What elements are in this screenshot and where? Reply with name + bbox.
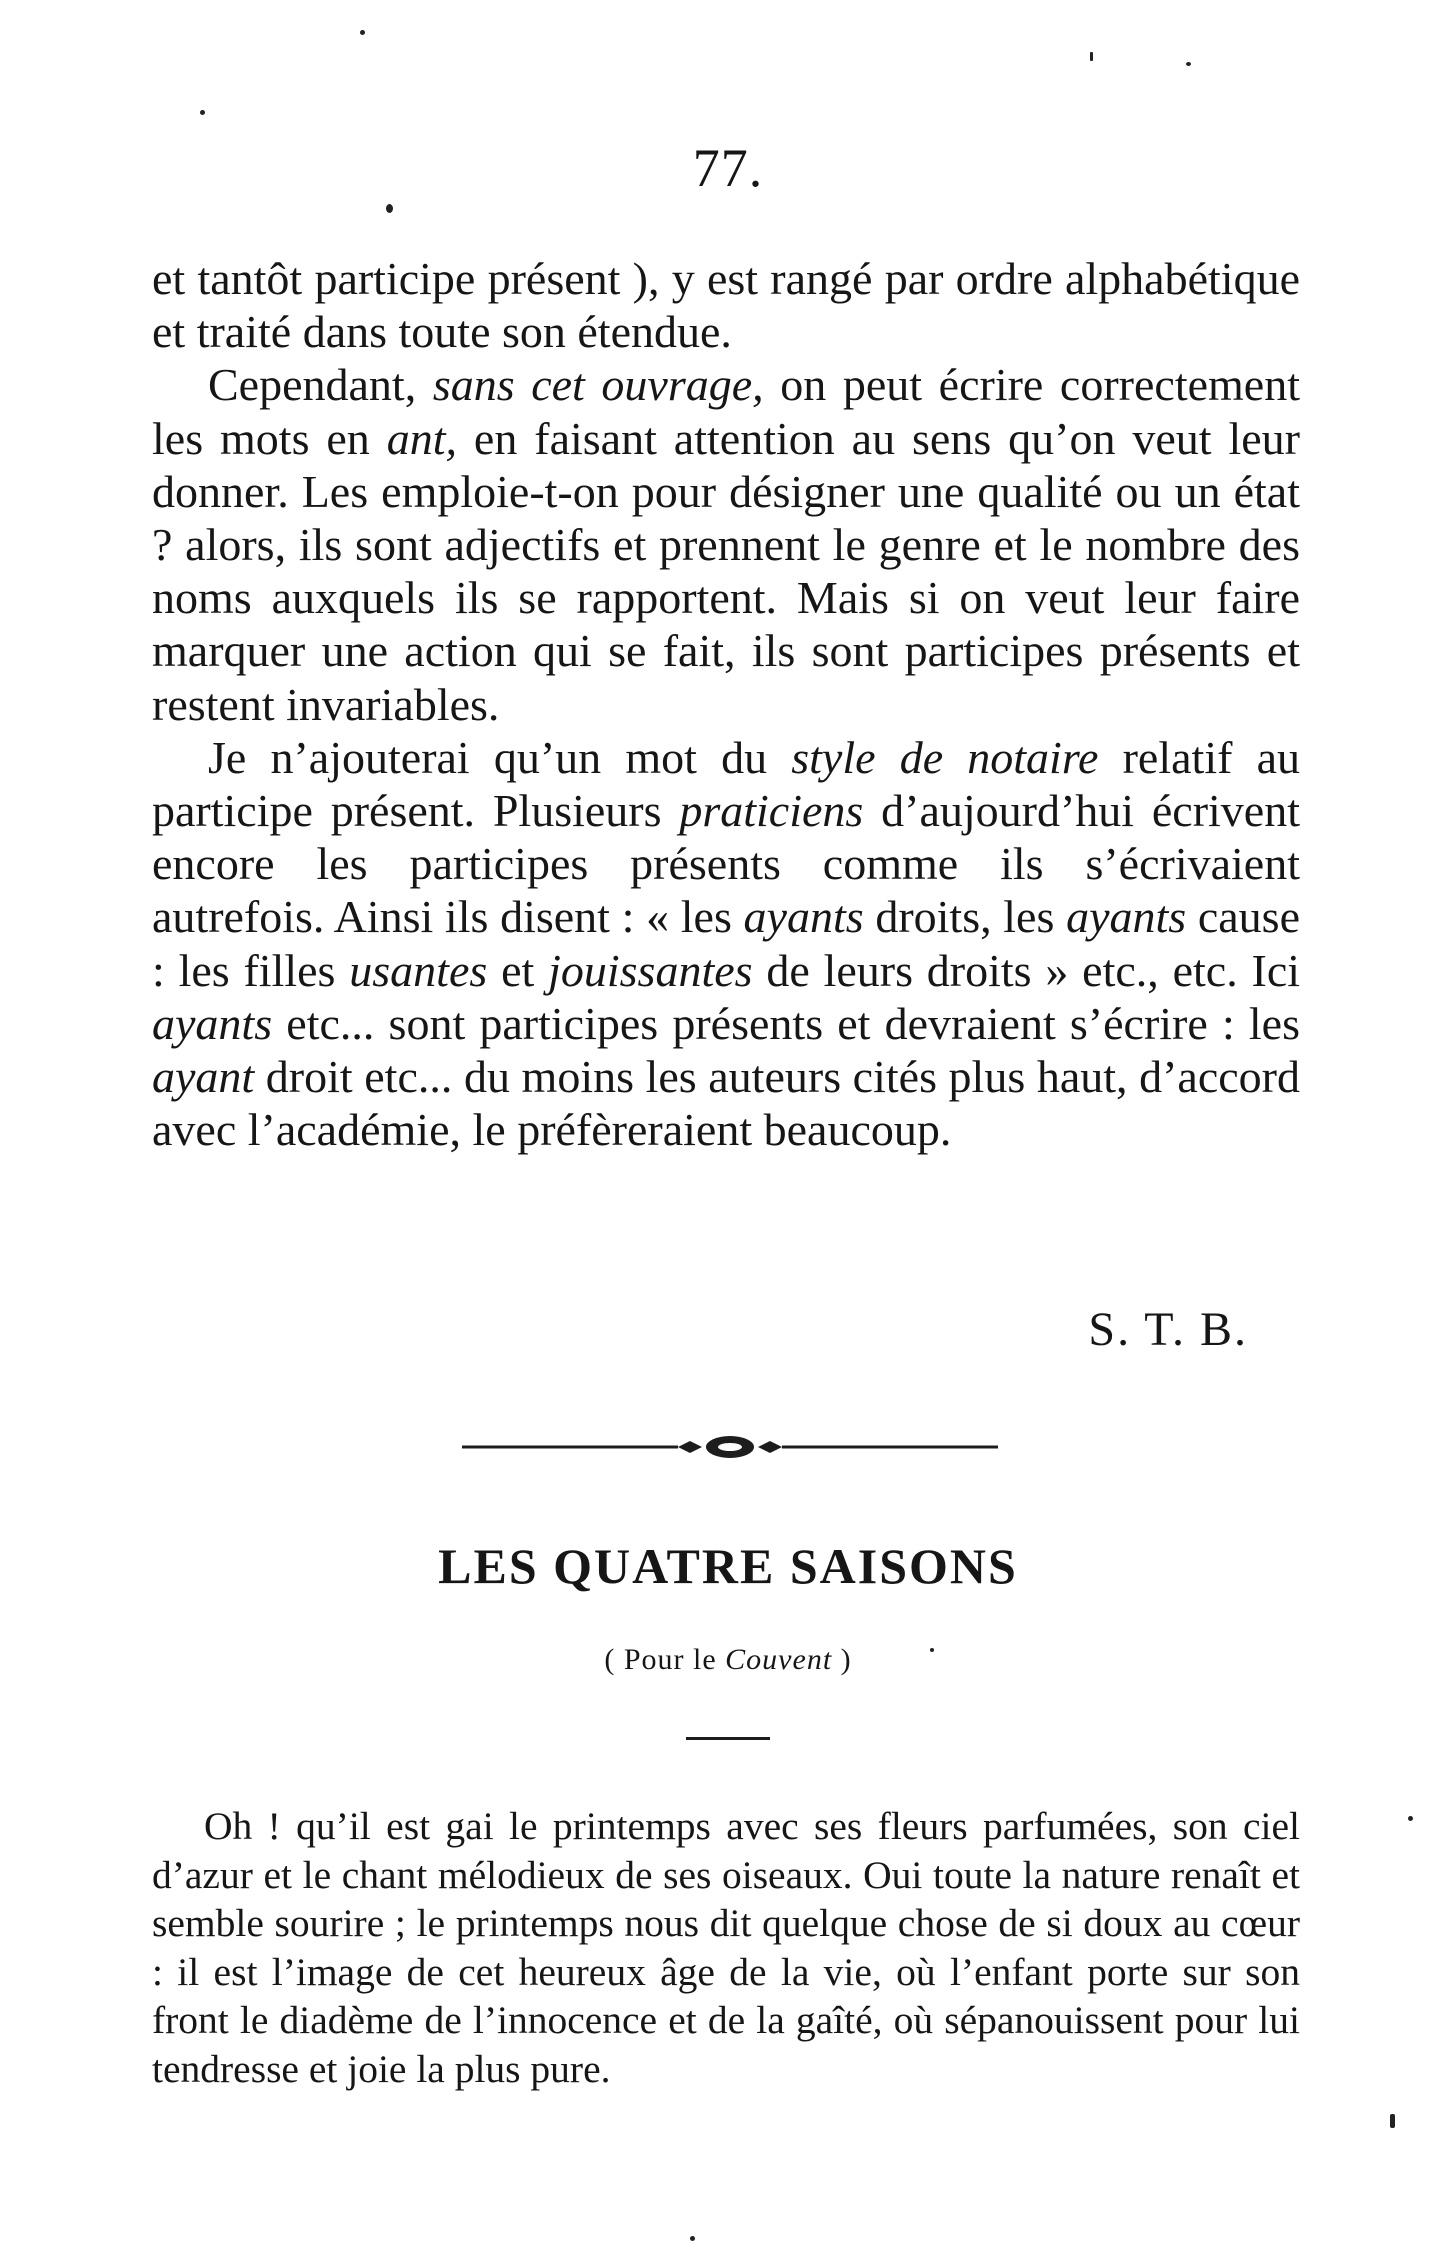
text-run: )	[832, 1643, 852, 1676]
section-title: LES QUATRE SAISONS	[438, 1538, 1018, 1594]
italic-run: Couvent	[725, 1643, 833, 1676]
ornament-divider	[462, 1432, 998, 1462]
italic-run: ayants	[743, 891, 864, 943]
italic-run: ayants	[152, 997, 273, 1049]
article-text	[152, 252, 1300, 1156]
section-paragraph: Oh ! qu’il est gai le printemps avec ses fleurs parfumées, son ciel d’azur et le chant mélodieux de ses oiseaux. Oui toute la nature renaît et semble sourire ; le printemps nous dit quelque chose de si doux au cœur : il est l’image de cet heureux âge de la vie, où l’enfant porte sur son front le diadème de l’innocence et de la gaîté, où sépanouissent pour lui tendresse et joie la plus pure.	[152, 1804, 1300, 2091]
author-signature: S. T. B.	[1088, 1303, 1248, 1356]
article-paragraph-1: et tantôt participe présent ), y est rangé par ordre alphabétique et traité dans toute son étendue.	[152, 253, 1300, 358]
text-run: cause : les filles	[152, 891, 1301, 996]
text-run: ( Pour le	[604, 1643, 726, 1676]
italic-run: usantes	[349, 944, 488, 996]
print-speck	[1390, 2114, 1395, 2128]
italic-run: praticiens	[679, 785, 864, 837]
article-paragraph-2	[152, 358, 1300, 730]
text-run: Je n’ajouterai qu’un mot du	[208, 731, 792, 783]
text-run: etc... sont participes présents et devraient s’écrire : les	[272, 997, 1300, 1049]
italic-run: ayant	[152, 1051, 255, 1103]
print-speck	[360, 30, 365, 35]
italic-run: jouissantes	[548, 944, 753, 996]
section-subtitle	[0, 1640, 1456, 1680]
text-run: de leurs droits » etc., etc. Ici	[752, 944, 1301, 996]
italic-run: style de notaire	[791, 731, 1099, 783]
text-run: relatif au participe présent. Plusieurs	[152, 731, 1301, 837]
print-speck	[200, 110, 205, 115]
text-run: on peut écrire correctement les mots en	[152, 359, 1300, 464]
text-run: droit etc... du moins les auteurs cités plus haut, d’accord avec l’académie, le préfèreraient beaucoup.	[152, 1051, 1300, 1156]
italic-run: sans cet ouvrage,	[432, 359, 764, 411]
print-speck	[690, 2236, 695, 2241]
text-run: droits, les	[863, 891, 1067, 943]
text-run: Cependant,	[208, 359, 433, 411]
page-number: 77.	[692, 138, 764, 198]
short-rule-divider	[686, 1737, 770, 1740]
text-run: et	[487, 944, 549, 996]
section-text	[152, 1802, 1300, 2094]
print-speck	[1090, 52, 1093, 61]
print-speck	[1186, 62, 1191, 66]
italic-run: ayants	[1066, 891, 1187, 943]
italic-run: ant,	[386, 412, 458, 464]
print-speck	[1408, 1816, 1413, 1821]
text-run: en faisant attention au sens qu’on veut leur donner. Les emploie-t-on pour désigner une qualité ou un état ? alors, ils sont adjectifs et prennent le genre et le nombre des noms auxquels ils se rapportent. Mais si on veut leur faire marquer une action qui se fait, ils sont participes présents et restent invariables.	[152, 412, 1300, 730]
article-paragraph-3	[152, 731, 1300, 1157]
print-speck	[386, 204, 393, 213]
text-run: d’aujourd’hui écrivent encore les participes présents comme ils s’écrivaient autrefois. Ainsi ils disent : « les	[152, 785, 1300, 943]
